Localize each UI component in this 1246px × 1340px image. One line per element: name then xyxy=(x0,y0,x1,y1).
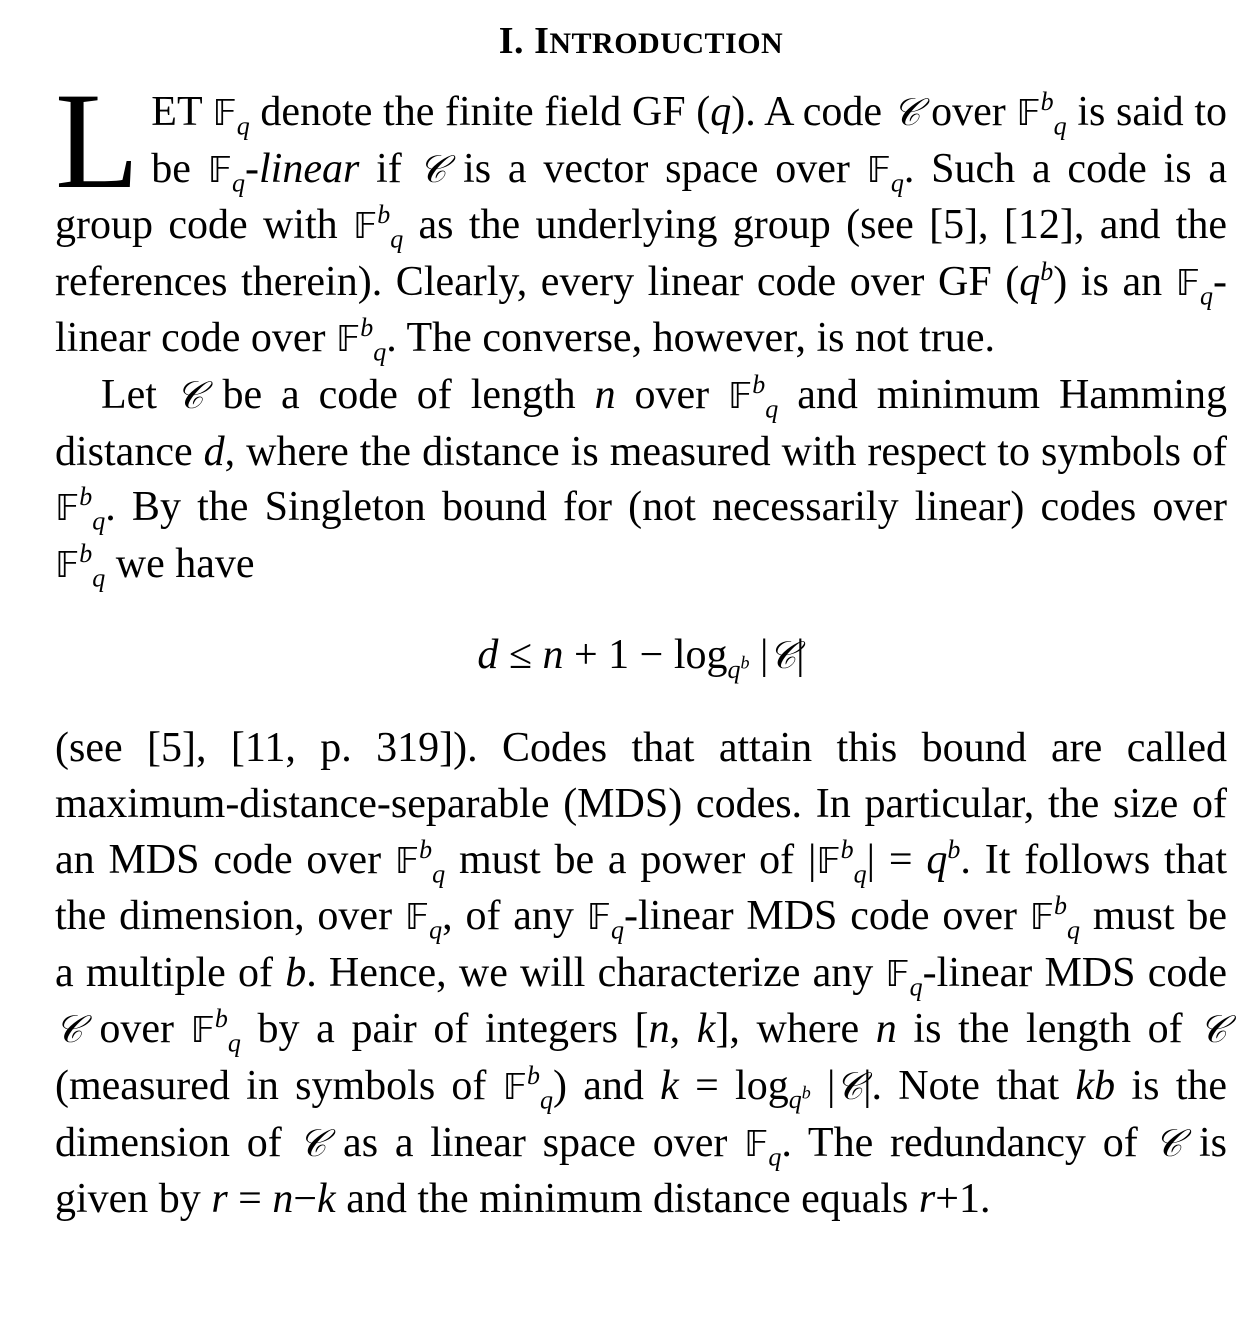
paragraph-2: Let 𝒞 be a code of length n over 𝔽$^b_q$ and minimum Hamming distance d, where the distance is measured with respect to symbols of 𝔽$^b_q$. By the Singleton bound for (not necessarily linear) codes over 𝔽$^b_q$ we have xyxy=(55,369,1228,593)
section-numeral: I. xyxy=(498,20,525,62)
paragraph-1: LET 𝔽$_q$ denote the finite field GF (q). A code 𝒞 over 𝔽$^b_q$ is said to be 𝔽$_q$-linear if 𝒞 is a vector space over 𝔽$_q$. Such a code is a group code with 𝔽$^b_q$ as the underlying group (see [5], [12], and the references therein). Clearly, every linear code over GF $(q^b)$ is an 𝔽$_q$-linear code over 𝔽$^b_q$. The converse, however, is not true. xyxy=(55,64,1227,367)
paper-page xyxy=(55,0,1227,1228)
section-title-rest: NTRODUCTION xyxy=(549,27,784,60)
singleton-bound-equation: $d \le n + 1 - \log_{q^b}$ |𝒞| xyxy=(477,632,805,684)
section-heading xyxy=(55,0,1227,67)
section-title-initial: I xyxy=(534,20,550,62)
drop-cap: L xyxy=(55,64,140,217)
paragraph-3: (see [5], [11, p. 319]). Codes that attain this bound are called maximum-distance-separable (MDS) codes. In particular, the size of an MDS code over 𝔽$^b_q$ must be a power of |𝔽$^b_q$| = $q^b$. It follows that the dimension, over 𝔽$_q$, of any 𝔽$_q$-linear MDS code over 𝔽$^b_q$ must be a multiple of b. Hence, we will characterize any 𝔽$_q$-linear MDS code 𝒞 over 𝔽$^b_q$ by a pair of integers [n, k], where n is the length of 𝒞 (measured in symbols of 𝔽$^b_q$) and $k = \log_{q^b}$ |𝒞|. Note that kb is the dimension of 𝒞 as a linear space over 𝔽$_q$. The redundancy of 𝒞 is given by r = n−k and the minimum distance equals r+1. xyxy=(55,725,1228,1223)
